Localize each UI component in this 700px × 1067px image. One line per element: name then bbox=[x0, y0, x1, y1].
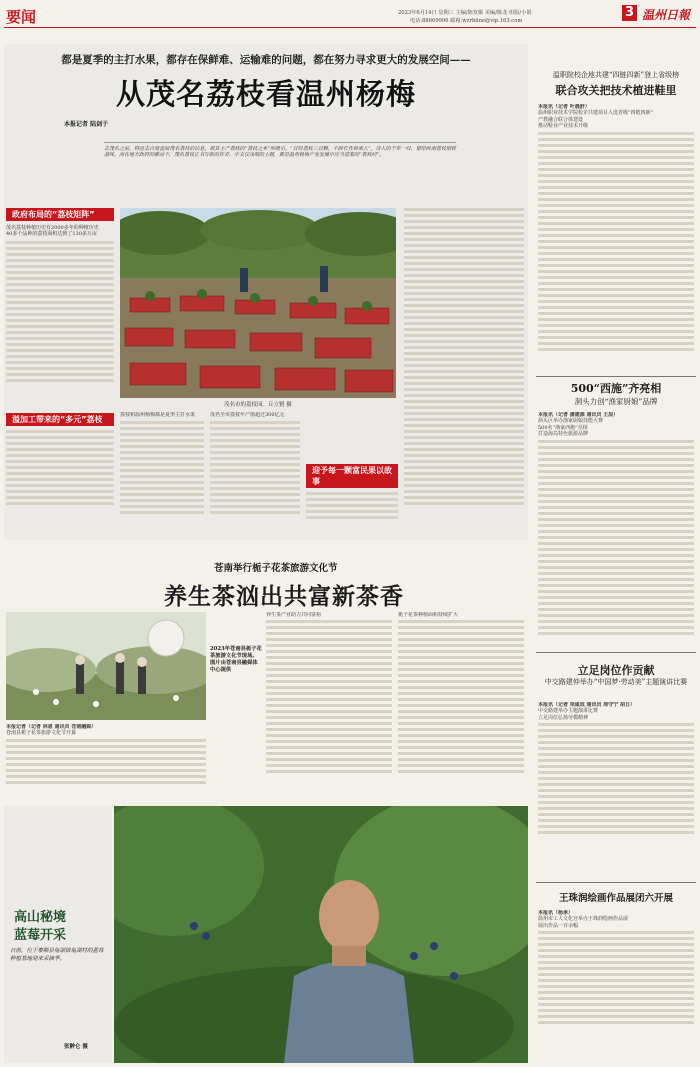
lead-subhead-1: 政府布局的“荔枝矩阵” bbox=[6, 208, 114, 221]
text-lines bbox=[6, 739, 206, 795]
lead-story bbox=[4, 44, 528, 540]
bottom-caption-box bbox=[4, 806, 112, 1063]
text-lines bbox=[266, 620, 392, 796]
text-lines bbox=[538, 132, 694, 372]
masthead-rule bbox=[4, 27, 696, 28]
right-mid-fragment-3: 打造海岛特色旅游品牌 bbox=[538, 431, 589, 438]
masthead bbox=[0, 0, 700, 30]
text-lines bbox=[306, 492, 398, 532]
bottom-title-2: 蓝莓开采 bbox=[14, 928, 67, 943]
right-top-byline: 本报讯（记者 叶晨舒） bbox=[538, 104, 590, 110]
tea-kicker: 苍南举行栀子花茶旅游文化节 bbox=[214, 563, 338, 574]
lead-intro bbox=[104, 142, 456, 187]
tea-col-2 bbox=[266, 612, 392, 800]
right-mid-headline: 500“西施”齐亮相 bbox=[570, 382, 662, 395]
contact-line: 电话:88669996 邮箱:wzrbline@vip.163.com bbox=[410, 18, 523, 24]
right-top-rule bbox=[536, 376, 696, 377]
lead-fragment-4: 茂名全市荔枝年产值超过300亿元 bbox=[210, 412, 285, 418]
tea-col-3 bbox=[398, 612, 524, 800]
right-mid-story bbox=[536, 380, 696, 648]
lead-fragment-2: 40多个品种的荔枝面积达到了130多万亩 bbox=[6, 231, 97, 238]
page-number: 3 bbox=[622, 5, 637, 21]
right-top-story bbox=[536, 44, 696, 374]
lychee-photo-caption: 茂名市的荔枝园。丘立賢 摄 bbox=[224, 402, 292, 408]
text-lines bbox=[6, 430, 114, 520]
right-low-body bbox=[538, 702, 694, 876]
right-low-fragment-1: 中交路建举办主题演讲比赛 bbox=[538, 708, 599, 715]
text-lines bbox=[210, 421, 300, 531]
lead-col-3 bbox=[210, 412, 300, 538]
lead-subhead-2: 溢加工带来的“多元”荔枝 bbox=[6, 413, 114, 426]
right-low-rule bbox=[536, 652, 696, 653]
right-low-byline: 本报讯（记者 项咸成 通讯员 周守宁 胡日） bbox=[538, 702, 635, 708]
lead-col-1 bbox=[6, 208, 114, 538]
right-bottom-fragment-1: 温州市工人文化宫举办王珠润绘画作品展 bbox=[538, 916, 629, 923]
right-top-fragment-2: 产教融合联合体建设 bbox=[538, 116, 584, 123]
lead-headline: 从茂名荔枝看温州杨梅 bbox=[115, 77, 416, 111]
blueberry-photo bbox=[114, 806, 528, 1063]
right-top-headline: 联合攻关把技术植进鞋里 bbox=[555, 84, 677, 97]
lead-subhead-3: 迎予每一颗富民果以故事 bbox=[306, 464, 398, 488]
blueberry-picker-image bbox=[114, 806, 528, 1063]
tea-photo-caption: 2023年苍南县栀子花茶旅游文化节现场。图片由苍南县融媒体中心提供 bbox=[210, 646, 262, 673]
lead-col-2 bbox=[120, 412, 204, 538]
section-name: 要闻 bbox=[6, 8, 37, 26]
tea-photo bbox=[6, 612, 206, 720]
text-lines bbox=[538, 440, 694, 646]
lychee-orchard-image bbox=[120, 208, 396, 398]
tea-col-1 bbox=[6, 724, 206, 800]
right-bottom-fragment-2: 展出作品一百余幅 bbox=[538, 922, 579, 929]
paper-name: 温州日報 bbox=[642, 8, 691, 22]
tea-fragment-2: 养生茶产业助力共同富裕 bbox=[266, 612, 322, 618]
bottom-credit: 张翀仑 摄 bbox=[64, 1044, 88, 1050]
lead-col-4 bbox=[306, 412, 398, 538]
lead-byline: 本报记者 陆剑于 bbox=[64, 121, 109, 128]
right-bottom-body bbox=[538, 910, 694, 1060]
tea-fragment-1: 苍南县栀子花茶旅游文化节开幕 bbox=[6, 730, 77, 737]
right-top-fragment-1: 温州职业技术学院校企共建项目入选省级“四链四新” bbox=[538, 110, 654, 117]
right-top-fragment-3: 推动鞋业产业技术升级 bbox=[538, 123, 589, 130]
tea-fragment-3: 栀子花茶种植面积持续扩大 bbox=[398, 612, 459, 618]
text-lines bbox=[6, 241, 114, 409]
date-line: 2023年6月14日 星期三 主编/陈发顺 美编/陈龙 组版/小娟 bbox=[398, 10, 532, 16]
text-lines bbox=[120, 421, 204, 531]
tea-byline: 本报记者（记者 林恩 通讯员 苍南融媒） bbox=[6, 724, 97, 730]
text-lines bbox=[538, 723, 694, 875]
lead-intro-text: 去茂名之前，特意去百度查阅茂名荔枝的信息，被其主产荔枝的“荔枝之乡”所吸引。“日啖荔枝三百颗，不辞长作岭南人”，诗人的千年一叹，留给岭南荔枝别样滋味。而在地方政府的推动下，茂名荔枝正书写新的传奇。中文仅浅唱的主题，都是温州杨梅产业发展中应当借鉴的“荔枝经”。 bbox=[104, 146, 456, 159]
right-low-headline: 立足岗位作贡献 bbox=[577, 664, 655, 677]
bottom-title-1: 高山秘境 bbox=[14, 910, 67, 925]
right-bottom-story bbox=[536, 882, 696, 1063]
right-mid-fragment-1: 洞头区举办渔家厨娘技能大赛 bbox=[538, 418, 604, 425]
bottom-photo-story bbox=[4, 806, 528, 1063]
tea-headline: 养生茶汹出共富新茶香 bbox=[164, 584, 404, 610]
lead-kicker: 都是夏季的主打水果，都存在保鲜难、运输难的问题，都在努力寻求更大的发展空间—— bbox=[61, 54, 471, 66]
right-top-body bbox=[538, 104, 694, 372]
right-bottom-rule bbox=[536, 882, 696, 883]
text-lines bbox=[538, 931, 694, 1055]
right-bottom-byline: 本报讯（杨承） bbox=[538, 910, 574, 916]
lychee-photo bbox=[120, 208, 396, 398]
right-low-fragment-2: 立足岗位弘扬劳模精神 bbox=[538, 714, 589, 721]
text-lines bbox=[398, 620, 524, 796]
right-mid-fragment-2: 500名“渔家西施”亮相 bbox=[538, 424, 588, 431]
right-top-kicker: 温职院校企地共建“四链四新”登上省级榜 bbox=[552, 71, 680, 79]
right-mid-body bbox=[538, 412, 694, 646]
right-low-subhead: 中交路建仲举办“中国梦·劳动美”主题演讲比赛 bbox=[544, 678, 688, 686]
right-mid-byline: 本报讯（记者 潘建源 通讯员 王辰） bbox=[538, 412, 619, 418]
text-lines bbox=[404, 208, 524, 538]
lead-col-5 bbox=[404, 208, 524, 538]
lead-fragment-1: 茂名荔枝种植历史有2000多年的种植历史 bbox=[6, 225, 99, 231]
right-mid-subhead: 洞头力创“渔家厨娘”品牌 bbox=[574, 397, 658, 406]
tea-story bbox=[4, 546, 528, 802]
right-low-story bbox=[536, 652, 696, 878]
tea-festival-image bbox=[6, 612, 206, 720]
lead-fragment-3: 荔枝和温州杨梅都是夏季主打水果 bbox=[120, 412, 196, 418]
right-bottom-headline: 王珠润绘画作品展闭六开展 bbox=[558, 893, 673, 904]
bottom-caption: 日前，位于泰顺县龟湖镇龟湖村的蓝莓种植基地迎来采摘季。 bbox=[10, 948, 104, 962]
